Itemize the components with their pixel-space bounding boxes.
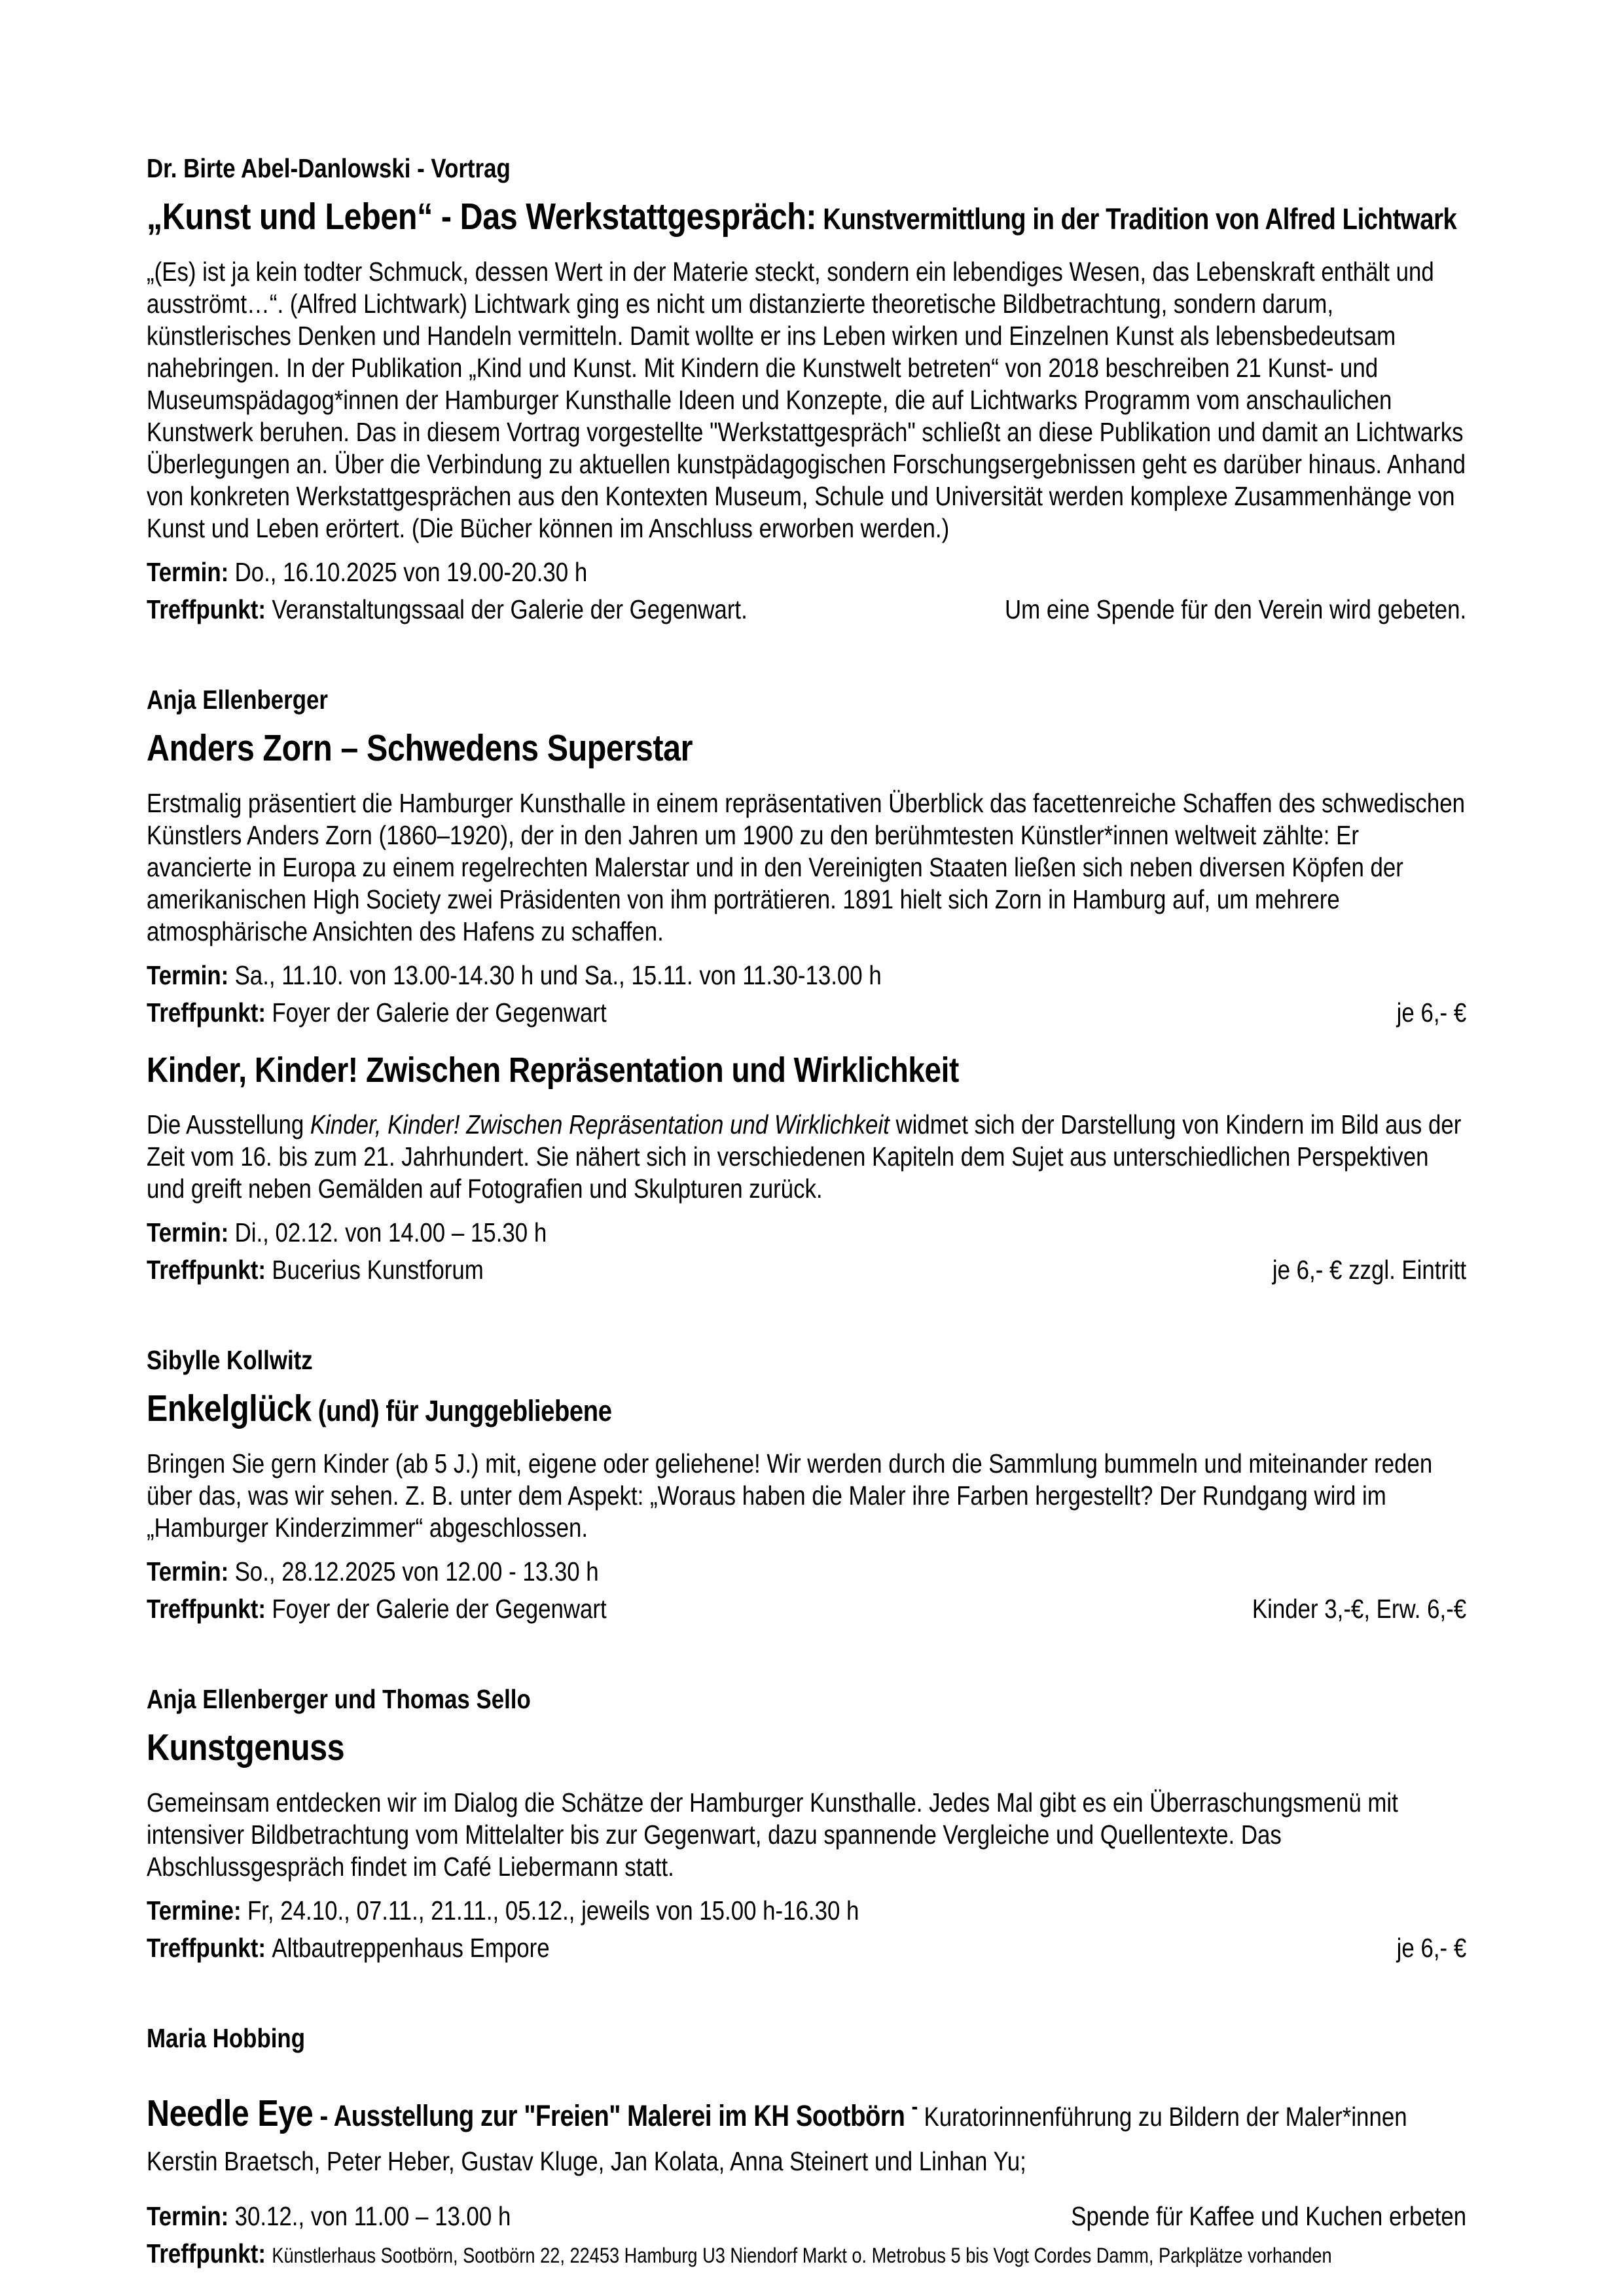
program-section <box>147 1683 1466 1967</box>
price-note: je 6,- € <box>1396 1933 1467 1963</box>
treffpunkt-line <box>147 591 1466 628</box>
document-content <box>147 152 1466 2274</box>
termin-value: Sa., 11.10. von 13.00-14.30 h und Sa., 15.11. von 11.30-13.00 h <box>234 960 882 990</box>
price-note: je 6,- € zzgl. Eintritt <box>1272 1255 1467 1285</box>
event-title-main: „Kunst und Leben“ - Das Werkstattgespräch: <box>147 196 817 238</box>
treffpunkt-line <box>147 1929 1466 1967</box>
author-line: Anja Ellenberger und Thomas Sello <box>147 1684 531 1714</box>
treffpunkt-label: Treffpunkt: <box>147 594 266 624</box>
treffpunkt-value: Foyer der Galerie der Gegenwart <box>272 997 607 1028</box>
event-title-sub: (und) für Junggebliebene <box>311 1394 612 1427</box>
author-line: Sibylle Kollwitz <box>147 1345 313 1375</box>
program-section <box>147 152 1466 628</box>
description-italic-text: Kinder, Kinder! Zwischen Repräsentation und Wirklichkeit <box>310 1109 890 1139</box>
treffpunkt-line <box>147 1590 1466 1628</box>
event-title <box>147 1049 1466 1101</box>
program-section <box>147 1344 1466 1628</box>
event-description <box>147 1787 1466 1883</box>
event-title <box>147 1726 1466 1779</box>
event-meta <box>147 1553 1466 1628</box>
event <box>147 726 1466 1031</box>
price-note: je 6,- € <box>1396 997 1467 1028</box>
event-title <box>147 1387 1466 1440</box>
treffpunkt-line <box>147 2235 1466 2274</box>
treffpunkt-label: Treffpunkt: <box>147 1933 266 1963</box>
treffpunkt-label: Treffpunkt: <box>147 1594 266 1624</box>
event-title-sub: - Ausstellung zur "Freien" Malerei im KH Sootbörn <box>313 2099 912 2132</box>
event-meta <box>147 2198 1466 2274</box>
program-section <box>147 2022 1466 2274</box>
treffpunkt-value: Foyer der Galerie der Gegenwart <box>272 1594 607 1624</box>
author-line: Dr. Birte Abel-Danlowski - Vortrag <box>147 153 511 183</box>
price-note: Kinder 3,-€, Erw. 6,-€ <box>1252 1594 1467 1624</box>
termin-line <box>147 1892 1466 1929</box>
event-title-main: Kinder, Kinder! Zwischen Repräsentation und Wirklichkeit <box>147 1050 959 1090</box>
event-meta <box>147 957 1466 1031</box>
event-title-main: Anders Zorn – Schwedens Superstar <box>147 727 693 769</box>
termin-value: Fr, 24.10., 07.11., 21.11., 05.12., jeweils von 15.00 h-16.30 h <box>247 1895 859 1926</box>
termin-line <box>147 957 1466 994</box>
termin-value: Di., 02.12. von 14.00 – 15.30 h <box>234 1217 547 1247</box>
event <box>147 1049 1466 1289</box>
termin-value: 30.12., von 11.00 – 13.00 h <box>234 2201 511 2231</box>
event-title-main: Kunstgenuss <box>147 1727 345 1768</box>
termin-line <box>147 2198 1466 2235</box>
termin-line <box>147 1553 1466 1590</box>
treffpunkt-label: Treffpunkt: <box>147 1255 266 1285</box>
termin-label: Termin: <box>147 1217 229 1247</box>
event-description <box>147 1448 1466 1544</box>
event <box>147 1726 1466 1967</box>
treffpunkt-label: Treffpunkt: <box>147 2238 266 2269</box>
event-description <box>147 1109 1466 1205</box>
author-line: Maria Hobbing <box>147 2023 306 2053</box>
event-meta <box>147 554 1466 628</box>
termin-line <box>147 1214 1466 1251</box>
termin-line <box>147 554 1466 591</box>
event-title <box>147 195 1466 248</box>
termin-label: Termin: <box>147 960 229 990</box>
event-title-main: Needle Eye <box>147 2092 314 2134</box>
treffpunkt-value: Altbautreppenhaus Empore <box>272 1933 550 1963</box>
event <box>147 2086 1466 2274</box>
event-title <box>147 726 1466 780</box>
event-description <box>147 256 1466 545</box>
event-title-continuation: Kuratorinnenführung zu Bildern der Maler*innen Kerstin Braetsch, Peter Heber, Gustav Kluge, Jan Kolata, Anna Steinert und Linhan Yu; <box>147 2102 1407 2176</box>
treffpunkt-line <box>147 994 1466 1031</box>
termin-value: So., 28.12.2025 von 12.00 - 13.30 h <box>234 1556 599 1587</box>
termin-value: Do., 16.10.2025 von 19.00-20.30 h <box>234 557 588 587</box>
description-text: widmet sich der Darstellung von Kindern im Bild aus der Zeit vom 16. bis zum 21. Jahrhundert. Sie nähert sich in verschiedenen Kapiteln dem Sujet aus unterschiedlichen Perspektiven und greift neben Gemälden auf Fotografien und Skulpturen zurück. <box>147 1109 1462 1204</box>
treffpunkt-value: Künstlerhaus Sootbörn, Sootbörn 22, 22453 Hamburg U3 Niendorf Markt o. Metrobus 5 bis Vogt Cordes Damm, Parkplätze vorhanden <box>272 2244 1332 2267</box>
description-text: Die Ausstellung <box>147 1109 310 1139</box>
termin-label: Termin: <box>147 557 229 587</box>
description-text: „(Es) ist ja kein todter Schmuck, dessen Wert in der Materie steckt, sondern ein lebendiges Wesen, das Lebenskraft enthält und ausströmt…“. (Alfred Lichtwark) Lichtwark ging es nicht um distanzierte theoretische Bildbetrachtung, sondern darum, künstlerisches Denken und Handeln vermitteln. Damit wollte er ins Leben wirken und Einzelnen Kunst als lebensbedeutsam nahebringen. In der Publikation „Kind und Kunst. Mit Kindern die Kunstwelt betreten“ von 2018 beschreiben 21 Kunst- und Museumspädagog*innen der Hamburger Kunsthalle Ideen und Konzepte, die auf Lichtwarks Programm vom anschaulichen Kunstwerk beruhen. Das in diesem Vortrag vorgestellte "Werkstattgespräch" schließt an diese Publikation und damit an Lichtwarks Überlegungen an. Über die Verbindung zu aktuellen kunstpädagogischen Forschungsergebnissen geht es darüber hinaus. Anhand von konkreten Werkstattgesprächen aus den Kontexten Museum, Schule und Universität werden komplexe Zusammenhänge von Kunst und Leben erörtert. (Die Bücher können im Anschluss erworben werden.) <box>147 257 1466 543</box>
program-section <box>147 683 1466 1289</box>
treffpunkt-line <box>147 1251 1466 1289</box>
event-description <box>147 787 1466 948</box>
event-meta <box>147 1214 1466 1289</box>
meta-note: Um eine Spende für den Verein wird gebeten. <box>1004 594 1467 624</box>
description-text: Gemeinsam entdecken wir im Dialog die Schätze der Hamburger Kunsthalle. Jedes Mal gibt es ein Überraschungsmenü mit intensiver Bildbetrachtung vom Mittelalter bis zur Gegenwart, dazu spannende Vergleiche und Quellentexte. Das Abschlussgespräch findet im Café Liebermann statt. <box>147 1787 1398 1882</box>
termin-label: Termin: <box>147 1556 229 1587</box>
description-text: Erstmalig präsentiert die Hamburger Kunsthalle in einem repräsentativen Überblick das facettenreiche Schaffen des schwedischen Künstlers Anders Zorn (1860–1920), der in den Jahren um 1900 zu den berühmtesten Künstler*innen weltweit zählte: Er avancierte in Europa zu einem regelrechten Malerstar und in den Vereinigten Staaten ließen sich neben diversen Köpfen der amerikanischen High Society zwei Präsidenten von ihm porträtieren. 1891 hielt sich Zorn in Hamburg auf, um mehrere atmosphärische Ansichten des Hafens zu schaffen. <box>147 788 1465 946</box>
termin-label: Termin: <box>147 2201 229 2231</box>
event-title-sub: Kunstvermittlung in der Tradition von Alfred Lichtwark <box>816 202 1457 236</box>
termin-label: Termine: <box>147 1895 242 1926</box>
treffpunkt-label: Treffpunkt: <box>147 997 266 1028</box>
raised-dash: ‐ <box>911 2094 918 2119</box>
author-line: Anja Ellenberger <box>147 685 328 715</box>
donation-note: Spende für Kaffee und Kuchen erbeten <box>1071 2201 1467 2231</box>
event <box>147 1387 1466 1628</box>
event-title-main: Enkelglück <box>147 1388 312 1429</box>
description-text: Bringen Sie gern Kinder (ab 5 J.) mit, eigene oder geliehene! Wir werden durch die Sammlung bummeln und miteinander reden über das, was wir sehen. Z. B. unter dem Aspekt: „Woraus haben die Maler ihre Farben hergestellt? Der Rundgang wird im „Hamburger Kinderzimmer“ abgeschlossen. <box>147 1448 1433 1543</box>
treffpunkt-value: Bucerius Kunstforum <box>272 1255 484 1285</box>
event <box>147 195 1466 628</box>
event-title <box>147 2086 1466 2189</box>
treffpunkt-value: Veranstaltungssaal der Galerie der Gegenwart. <box>272 594 748 624</box>
event-meta <box>147 1892 1466 1967</box>
